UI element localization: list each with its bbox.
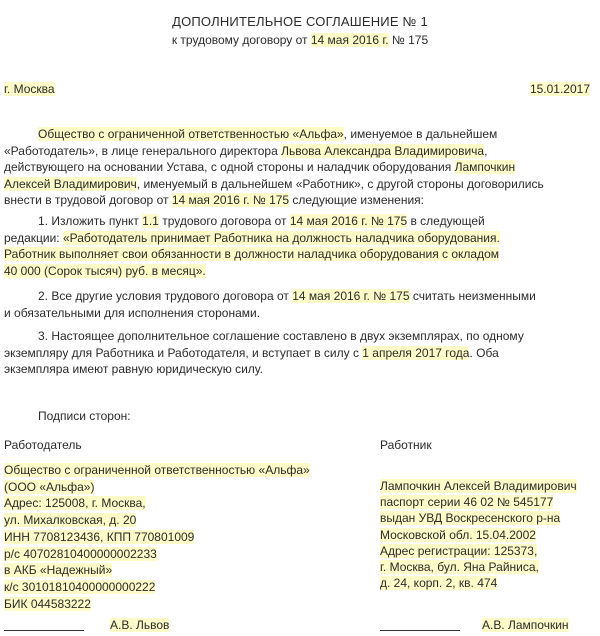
clause-1 [4, 213, 594, 279]
employer-detail-line: к/с 30101810400000000222 [4, 579, 156, 594]
employer-detail-line: Адрес: 125008, г. Москва, [4, 496, 146, 511]
employer-detail-line: ИНН 7708123436, КПП 770801009 [4, 529, 195, 544]
employer-signatory: А.В. Львов [110, 618, 170, 632]
employee-signature-line [380, 630, 460, 631]
employer-detail-line: Общество с ограниченной ответственностью «Альфа» [4, 463, 310, 477]
city: г. Москва [4, 82, 55, 96]
employee-detail-line: Лампочкин Алексей Владимирович [380, 479, 577, 493]
preamble-line: Общество с ограниченной ответственностью «Альфа», именуемое в дальнейшем [38, 127, 498, 141]
clause-2 [4, 288, 594, 321]
subtitle-contract-date: 14 мая 2016 г. [310, 33, 389, 47]
clause-line: экземпляру для Работника и Работодателя, и вступает в силу с 1 апреля 2017 года. Оба [4, 345, 499, 360]
employee-detail-line: Московской обл. 15.04.2002 [380, 527, 536, 542]
document-title: ДОПОЛНИТЕЛЬНОЕ СОГЛАШЕНИЕ № 1 [172, 14, 428, 29]
employer-details [4, 462, 310, 612]
clause-line: Работник выполняет свои обязанности в должности наладчика оборудования с окладом [4, 247, 500, 261]
document-subtitle [0, 33, 600, 47]
clause-3 [4, 328, 594, 378]
employer-detail-line: (ООО «Альфа») [4, 479, 95, 494]
employer-detail-line: БИК 044583222 [4, 596, 91, 611]
clause-line: 3. Настоящее дополнительное соглашение составлено в двух экземплярах, по одному [38, 329, 524, 343]
employee-signatory: А.В. Лампочкин [482, 618, 569, 632]
employer-heading: Работодатель [4, 438, 82, 452]
employee-detail-line: выдан УВД Воскресенского р-на [380, 511, 561, 526]
clause-line: 2. Все другие условия трудового договора от 14 мая 2016 г. № 175 считать неизменными [38, 289, 536, 303]
subtitle-contract-number: № 175 [388, 33, 429, 47]
employer-detail-line: в АКБ «Надежный» [4, 563, 113, 578]
clause-line: и обязательными для исполнения сторонами. [4, 305, 261, 320]
preamble-paragraph [4, 126, 594, 209]
signatures-heading: Подписи сторон: [38, 409, 131, 423]
preamble-line: внести в трудовой договор от 14 мая 2016 г. № 175 следующие изменения: [4, 193, 425, 207]
employee-detail-line: Адрес регистрации: 125373, [380, 543, 538, 558]
preamble-line: «Работодатель», в лице генерального директора Львова Александра Владимировича, [4, 143, 488, 158]
employee-detail-line: паспорт серии 46 02 № 545177 [380, 495, 554, 510]
preamble-line: действующего на основании Устава, с одной стороны и наладчик оборудования Лампочкин [4, 160, 516, 174]
employer-detail-line: ул. Михалковская, д. 20 [4, 513, 137, 528]
clause-line: экземпляра имеют равную юридическую силу. [4, 362, 263, 376]
document-date: 15.01.2017 [529, 82, 590, 96]
clause-line: 1. Изложить пункт 1.1 трудового договора от 14 мая 2016 г. № 175 в следующей [38, 214, 485, 228]
employee-detail-line: г. Москва, бул. Яна Райниса, [380, 560, 539, 575]
clause-line: 40 000 (Сорок тысяч) руб. в месяц». [4, 263, 206, 278]
employee-heading: Работник [380, 438, 432, 452]
preamble-line: Алексей Владимирович, именуемый в дальнейшем «Работник», с другой стороны договорились [4, 176, 544, 191]
clause-line: редакции: «Работодатель принимает Работника на должность наладчика оборудования. [4, 230, 500, 245]
subtitle-prefix: к трудовому договору от [171, 33, 311, 47]
employee-detail-line: д. 24, корп. 2, кв. 474 [380, 576, 498, 591]
employee-details [380, 478, 577, 591]
employer-detail-line: р/с 40702810400000002233 [4, 546, 157, 561]
employer-signature-line [4, 630, 84, 631]
